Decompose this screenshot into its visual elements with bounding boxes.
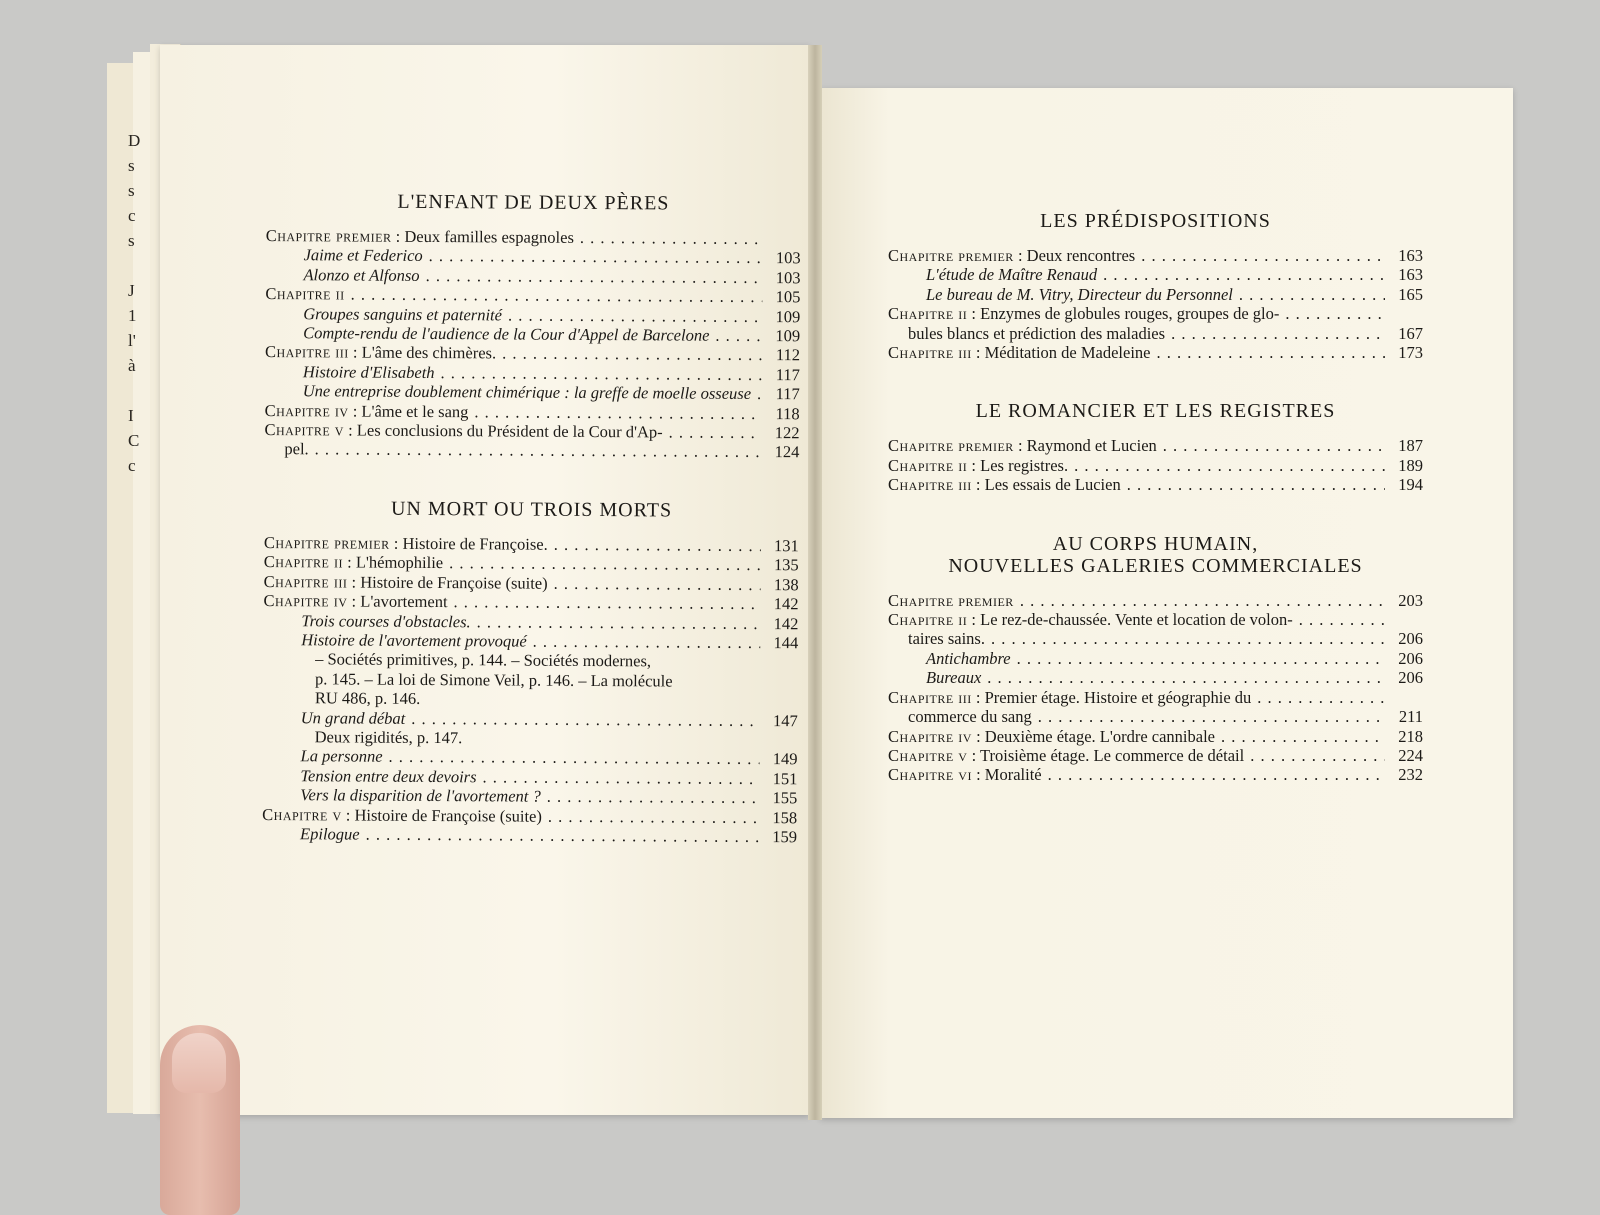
page-number: 158 xyxy=(765,808,797,828)
subentry-title: Compte-rendu de l'audience de la Cour d'Appel de Barcelone xyxy=(303,323,709,344)
toc-section xyxy=(262,497,799,847)
entry-title xyxy=(262,746,382,766)
entry-title xyxy=(262,824,360,844)
subentry-title: Trois courses d'obstacles. xyxy=(301,611,470,631)
entry-title xyxy=(263,610,470,631)
left-page-table-of-contents xyxy=(262,190,801,885)
toc-subentry xyxy=(888,265,1423,284)
section-title xyxy=(888,210,1423,232)
chapter-label: Chapitre iv xyxy=(263,591,347,611)
entry-title xyxy=(263,591,447,612)
page-number: 138 xyxy=(767,575,799,595)
page-number: 211 xyxy=(1391,707,1423,726)
entry-title xyxy=(263,630,527,651)
entry-title xyxy=(262,785,541,806)
entry-title xyxy=(888,610,1293,629)
entry-title xyxy=(888,727,1215,746)
margin-letter: s xyxy=(128,178,140,203)
page-number: 149 xyxy=(765,749,797,769)
chapter-title: : Deux familles espagnoles xyxy=(391,227,573,247)
dot-leader xyxy=(1221,727,1385,746)
dot-leader xyxy=(1103,265,1385,284)
entry-title xyxy=(265,401,469,422)
dot-leader xyxy=(1048,765,1385,784)
entry-title xyxy=(888,629,985,648)
toc-chapter-entry xyxy=(888,343,1423,362)
chapter-label: Chapitre iv xyxy=(888,727,972,746)
entry-title xyxy=(265,323,709,345)
margin-letter: I xyxy=(128,403,140,428)
page-number: 218 xyxy=(1391,727,1423,746)
subentry-title: Tension entre deux devoirs xyxy=(300,766,476,786)
page-number: 105 xyxy=(768,287,800,307)
chapter-title: : Histoire de Françoise. xyxy=(390,534,548,554)
toc-chapter-entry xyxy=(888,475,1423,494)
margin-letter: D xyxy=(128,128,140,153)
page-number: 163 xyxy=(1391,246,1423,265)
dot-leader xyxy=(483,767,760,788)
toc-continuation xyxy=(888,629,1423,648)
dot-leader xyxy=(1127,475,1385,494)
chapter-label: Chapitre iii xyxy=(265,342,349,362)
page-number: 173 xyxy=(1391,343,1423,362)
page-number: 118 xyxy=(768,404,800,424)
chapter-label: Chapitre v xyxy=(262,805,342,824)
entry-title xyxy=(888,343,1151,362)
entry-title xyxy=(888,246,1135,265)
entry-title xyxy=(266,226,574,247)
note-line: RU 486, p. 146. xyxy=(315,688,798,710)
chapter-label: Chapitre premier xyxy=(264,533,390,553)
dot-leader xyxy=(411,708,760,730)
dot-leader xyxy=(351,285,763,307)
book-gutter xyxy=(808,45,822,1120)
margin-letter: s xyxy=(128,153,140,178)
entry-title xyxy=(888,456,1068,475)
margin-letter: s xyxy=(128,228,140,253)
chapter-label: Chapitre ii xyxy=(888,304,967,323)
subentry-title: Groupes sanguins et paternité xyxy=(303,304,502,324)
dot-leader xyxy=(554,535,761,556)
dot-leader xyxy=(502,344,762,365)
entry-title xyxy=(266,245,423,265)
dot-leader xyxy=(1141,246,1385,265)
chapter-label: Chapitre premier xyxy=(888,246,1014,265)
dot-leader xyxy=(315,440,762,462)
chapter-title: : L'avortement xyxy=(347,592,447,612)
toc-chapter-entry xyxy=(888,765,1423,784)
entry-title xyxy=(262,766,476,787)
chapter-label: Chapitre iii xyxy=(888,475,972,494)
section-title-line: LES PRÉDISPOSITIONS xyxy=(888,210,1423,232)
toc-continuation xyxy=(888,324,1423,343)
toc-chapter-entry xyxy=(888,456,1423,475)
section-title xyxy=(888,400,1423,422)
chapter-label: Chapitre iii xyxy=(264,572,348,592)
entry-title xyxy=(888,285,1233,304)
chapter-title: : L'âme et le sang xyxy=(349,401,469,421)
previous-page-margin-text xyxy=(128,128,140,478)
page-number: 142 xyxy=(766,594,798,614)
toc-subentry xyxy=(262,824,797,847)
dot-leader xyxy=(454,592,761,613)
entry-title xyxy=(264,533,548,554)
entry-title xyxy=(888,746,1244,765)
dot-leader xyxy=(1020,591,1385,610)
toc-section xyxy=(264,190,801,462)
entry-title xyxy=(264,439,308,459)
page-number: 124 xyxy=(767,443,799,463)
dot-leader xyxy=(991,629,1385,648)
page-number: 147 xyxy=(766,711,798,731)
chapter-label: Chapitre v xyxy=(264,420,344,439)
page-number: 167 xyxy=(1391,324,1423,343)
dot-leader xyxy=(429,246,763,267)
entry-title xyxy=(265,265,419,285)
subentry-title: Un grand débat xyxy=(301,708,406,728)
section-title xyxy=(266,190,801,215)
dot-leader xyxy=(449,553,761,574)
toc-section xyxy=(888,210,1423,362)
margin-letter: l' xyxy=(128,328,140,353)
page-number: 117 xyxy=(768,384,800,404)
dot-leader xyxy=(580,228,763,249)
dot-leader xyxy=(1250,746,1385,765)
toc-subentry xyxy=(888,285,1423,304)
continuation-text: taires sains. xyxy=(908,629,985,648)
toc-section xyxy=(888,400,1423,494)
chapter-title: : L'hémophilie xyxy=(343,553,443,573)
section-title-line: AU CORPS HUMAIN, xyxy=(888,533,1423,555)
page-number: 165 xyxy=(1391,285,1423,304)
entry-title xyxy=(265,284,344,304)
page-number: 155 xyxy=(765,788,797,808)
dot-leader xyxy=(554,573,761,594)
chapter-label: Chapitre iv xyxy=(265,401,349,421)
dot-leader xyxy=(1171,324,1385,343)
entry-title xyxy=(888,688,1251,707)
page-number: 112 xyxy=(768,346,800,366)
entry-title xyxy=(264,552,444,573)
entry-title xyxy=(265,362,435,382)
page-number: 151 xyxy=(765,769,797,789)
dot-leader xyxy=(426,266,763,287)
page-number: 103 xyxy=(768,268,800,288)
chapter-title: : Deux rencontres xyxy=(1014,246,1135,265)
chapter-title: : Raymond et Lucien xyxy=(1014,436,1157,455)
chapter-title: : Enzymes de globules rouges, groupes de glo- xyxy=(967,304,1279,323)
toc-subentry xyxy=(888,649,1423,668)
page-number: 109 xyxy=(768,326,800,346)
entry-title xyxy=(888,649,1011,668)
subentry-title: Histoire de l'avortement provoqué xyxy=(301,630,527,650)
dot-leader xyxy=(1285,304,1385,323)
dot-leader xyxy=(1017,649,1385,668)
continuation-text: commerce du sang xyxy=(908,707,1032,726)
entry-title xyxy=(265,342,496,363)
margin-letter: C xyxy=(128,428,140,453)
dot-leader xyxy=(757,384,762,403)
page-number: 135 xyxy=(767,555,799,575)
chapter-label: Chapitre premier xyxy=(888,436,1014,455)
dot-leader xyxy=(1239,285,1385,304)
subentry-title: Vers la disparition de l'avortement ? xyxy=(300,785,541,805)
section-title-line: LE ROMANCIER ET LES REGISTRES xyxy=(888,400,1423,422)
note-line: – Sociétés primitives, p. 144. – Sociétés modernes, xyxy=(315,650,798,672)
subentry-title: L'étude de Maître Renaud xyxy=(926,265,1097,284)
toc-subentry xyxy=(265,265,800,288)
page-number: 103 xyxy=(769,248,801,268)
dot-leader xyxy=(441,363,762,384)
chapter-label: Chapitre ii xyxy=(265,284,344,303)
chapter-title: : Les registres. xyxy=(967,456,1068,475)
dot-leader xyxy=(548,806,759,827)
dot-leader xyxy=(366,825,760,847)
chapter-title: : Le rez-de-chaussée. Vente et location de volon- xyxy=(967,610,1292,629)
dot-leader xyxy=(1157,343,1386,362)
chapter-title: : Méditation de Madeleine xyxy=(972,343,1151,362)
margin-letter: 1 xyxy=(128,303,140,328)
dot-leader xyxy=(1299,610,1385,629)
page-number: 194 xyxy=(1391,475,1423,494)
toc-chapter-entry xyxy=(888,246,1423,265)
subentry-title: Jaime et Federico xyxy=(304,246,423,266)
subentry-title: Une entreprise doublement chimérique : la greffe de moelle osseuse xyxy=(303,381,751,403)
margin-letter: à xyxy=(128,353,140,378)
chapter-label: Chapitre premier xyxy=(266,226,392,246)
subentry-title: Antichambre xyxy=(926,649,1011,668)
toc-chapter-entry xyxy=(888,304,1423,323)
continuation-text: bules blancs et prédiction des maladies xyxy=(908,324,1165,343)
toc-chapter-entry xyxy=(888,436,1423,455)
page-number: 163 xyxy=(1391,265,1423,284)
chapter-label: Chapitre iii xyxy=(888,688,972,707)
page-number: 224 xyxy=(1391,746,1423,765)
toc-continuation xyxy=(264,439,799,462)
section-title-line: NOUVELLES GALERIES COMMERCIALES xyxy=(888,555,1423,577)
page-number: 131 xyxy=(767,536,799,556)
page-number: 187 xyxy=(1391,436,1423,455)
page-number: 142 xyxy=(766,614,798,634)
chapter-label: Chapitre iii xyxy=(888,343,972,362)
chapter-title: : L'âme des chimères. xyxy=(349,343,496,363)
page-number: 206 xyxy=(1391,649,1423,668)
entry-title xyxy=(888,324,1165,343)
section-title-line: L'ENFANT DE DEUX PÈRES xyxy=(266,190,801,215)
dot-leader xyxy=(1038,707,1385,726)
chapter-title: : Histoire de Françoise (suite) xyxy=(342,805,542,825)
dot-leader xyxy=(508,305,762,326)
chapter-title: : Moralité xyxy=(972,765,1042,784)
chapter-title: : Les conclusions du Président de la Cour d'Ap- xyxy=(344,421,663,442)
dot-leader xyxy=(669,423,762,443)
section-title-line: UN MORT OU TROIS MORTS xyxy=(264,497,799,522)
entry-title xyxy=(888,668,981,687)
toc-chapter-entry xyxy=(888,727,1423,746)
margin-letter: c xyxy=(128,203,140,228)
toc-continuation xyxy=(888,707,1423,726)
page-number: 117 xyxy=(768,365,800,385)
dot-leader xyxy=(533,632,761,653)
page-number: 144 xyxy=(766,633,798,653)
note-line: p. 145. – La loi de Simone Veil, p. 146. – La molécule xyxy=(315,669,798,691)
chapter-label: Chapitre premier xyxy=(888,591,1014,610)
entry-title xyxy=(888,475,1121,494)
section-title xyxy=(264,497,799,522)
page-number: 232 xyxy=(1391,765,1423,784)
right-page-table-of-contents xyxy=(888,210,1423,823)
page-number: 122 xyxy=(767,423,799,443)
continuation-text: pel. xyxy=(284,440,308,459)
margin-letter: c xyxy=(128,453,140,478)
chapter-title: : Histoire de Françoise (suite) xyxy=(347,572,547,592)
subentry-title: Bureaux xyxy=(926,668,981,687)
entry-title xyxy=(888,436,1157,455)
entry-title xyxy=(265,304,502,325)
entry-title xyxy=(263,708,406,728)
subentry-title: Epilogue xyxy=(300,824,360,843)
dot-leader xyxy=(477,612,761,633)
chapter-label: Chapitre ii xyxy=(888,610,967,629)
margin-letter xyxy=(128,378,140,403)
chapter-label: Chapitre ii xyxy=(888,456,967,475)
page-number: 159 xyxy=(765,827,797,847)
section-title xyxy=(888,533,1423,577)
chapter-label: Chapitre v xyxy=(888,746,967,765)
entry-title xyxy=(888,707,1032,726)
page-number: 189 xyxy=(1391,456,1423,475)
subentry-title: Le bureau de M. Vitry, Directeur du Personnel xyxy=(926,285,1233,304)
entry-note xyxy=(263,649,798,710)
chapter-title: : Les essais de Lucien xyxy=(972,475,1121,494)
subentry-title: Histoire d'Elisabeth xyxy=(303,362,435,382)
entry-title xyxy=(264,420,662,442)
toc-section xyxy=(888,533,1423,785)
dot-leader xyxy=(987,668,1385,687)
margin-letter: J xyxy=(128,278,140,303)
entry-title xyxy=(264,572,548,593)
entry-title xyxy=(888,765,1042,784)
toc-chapter-entry xyxy=(888,610,1423,629)
dot-leader xyxy=(1163,436,1385,455)
entry-title xyxy=(888,265,1097,284)
subentry-title: Alonzo et Alfonso xyxy=(303,265,419,285)
dot-leader xyxy=(389,747,760,769)
margin-letter xyxy=(128,253,140,278)
dot-leader xyxy=(1074,456,1385,475)
toc-chapter-entry xyxy=(888,688,1423,707)
entry-title xyxy=(262,805,542,826)
dot-leader xyxy=(474,402,761,423)
dot-leader xyxy=(1257,688,1385,707)
page-number: 206 xyxy=(1391,668,1423,687)
subentry-title: La personne xyxy=(300,747,382,767)
toc-chapter-entry xyxy=(888,746,1423,765)
thumbnail-nail xyxy=(172,1033,226,1093)
entry-title xyxy=(888,591,1014,610)
chapter-label: Chapitre vi xyxy=(888,765,972,784)
page-number: 206 xyxy=(1391,629,1423,648)
chapter-label: Chapitre ii xyxy=(264,552,343,571)
note-line: Deux rigidités, p. 147. xyxy=(315,727,798,749)
page-number: 203 xyxy=(1391,591,1423,610)
toc-chapter-entry xyxy=(888,591,1423,610)
entry-title xyxy=(888,304,1279,323)
dot-leader xyxy=(547,787,760,808)
chapter-title: : Premier étage. Histoire et géographie du xyxy=(972,688,1252,707)
chapter-title: : Deuxième étage. L'ordre cannibale xyxy=(972,727,1215,746)
toc-subentry xyxy=(888,668,1423,687)
dot-leader xyxy=(715,326,762,346)
chapter-title: : Troisième étage. Le commerce de détail xyxy=(967,746,1244,765)
page-number: 109 xyxy=(768,307,800,327)
